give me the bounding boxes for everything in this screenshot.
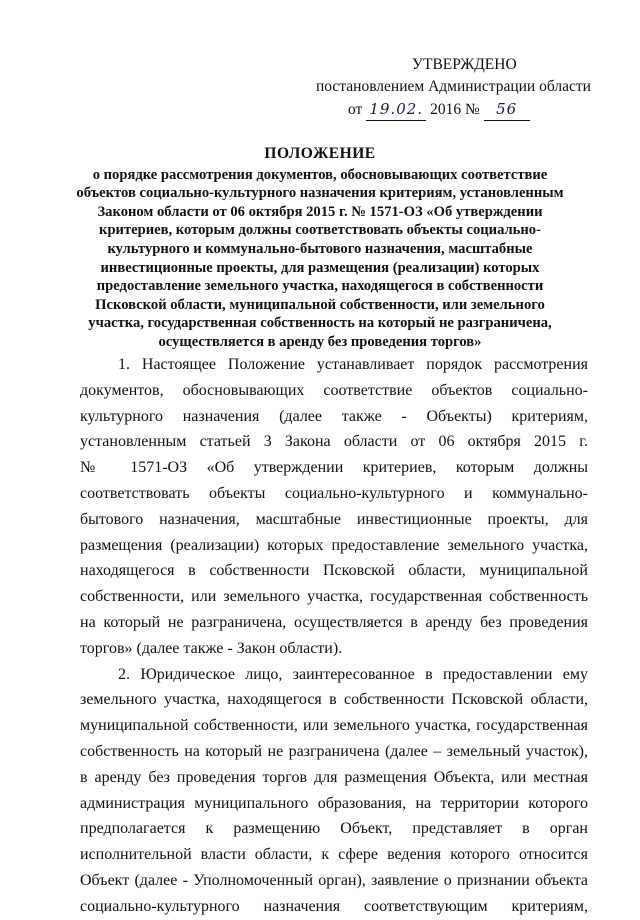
title-line: Законом области от 06 октября 2015 г. № 1571-ОЗ «Об утверждении xyxy=(97,203,543,220)
title-line: критериев, которым должны соответствовать объекты социально- xyxy=(99,222,541,239)
paragraph-line: 1. Настоящее Положение устанавливает порядок рассмотрения xyxy=(118,356,588,373)
paragraph-line: Объект (далее - Уполномоченный орган), заявление о признании объекта xyxy=(80,871,588,889)
paragraph-line: собственность на который не разграничена (далее – земельный участок), xyxy=(80,742,588,760)
year-number-label: 2016 № xyxy=(430,101,480,118)
title-line: инвестиционные проекты, для размещения (реализации) которых xyxy=(100,259,540,276)
paragraph-line: администрация муниципального образования, на территории которого xyxy=(80,794,588,812)
title-line: участка, государственная собственность на который не разграничена, xyxy=(88,315,552,332)
paragraph-line: в аренду без проведения торгов для размещения Объекта, или местная xyxy=(80,768,588,786)
paragraph-line: находящегося в собственности Псковской области, муниципальной xyxy=(80,562,588,580)
paragraph-1 xyxy=(80,352,588,662)
title-subtitle xyxy=(70,166,570,352)
title-line: объектов социально-культурного назначения критериям, установленным xyxy=(76,185,564,202)
paragraph-line: размещения (реализации) которых предоставление земельного участка, xyxy=(80,536,588,554)
title-line: Псковской области, муниципальной собственности, или земельного xyxy=(95,296,545,313)
paragraph-line: бытового назначения, масштабные инвестиционные проекты, для xyxy=(80,510,588,528)
paragraph-line: на который не разграничена, осуществляется в аренду без проведения xyxy=(80,613,588,631)
approval-date-line xyxy=(348,98,530,121)
paragraph-line: 2. Юридическое лицо, заинтересованное в предоставлении ему xyxy=(118,665,588,683)
paragraph-2 xyxy=(80,662,588,920)
title-line: осуществляется в аренду без проведения торгов» xyxy=(158,333,482,350)
approved-by-line: постановлением Администрации области xyxy=(316,78,591,95)
paragraph-line: собственности, или земельного участка, государственная собственность xyxy=(80,588,588,606)
paragraph-line: № 1571-ОЗ «Об утверждении критериев, которым должны xyxy=(80,459,588,477)
title-heading: ПОЛОЖЕНИЕ xyxy=(264,145,376,162)
handwritten-date: 19.02. xyxy=(366,98,426,121)
handwritten-number: 56 xyxy=(484,98,530,121)
approved-label: УТВЕРЖДЕНО xyxy=(412,56,517,73)
document-body xyxy=(80,352,588,920)
document-title xyxy=(70,145,570,352)
paragraph-line: установленным статьей 3 Закона области от 06 октября 2015 г. xyxy=(80,433,588,451)
paragraph-line: культурного назначения (далее также - Объекты) критериям, xyxy=(80,407,588,425)
paragraph-line: земельного участка, находящегося в собственности Псковской области, xyxy=(80,691,588,709)
title-line: культурного и коммунально-бытового назначения, масштабные xyxy=(107,240,533,257)
paragraph-line: социально-культурного назначения соответствующим критериям, xyxy=(80,897,588,915)
date-prefix: от xyxy=(348,101,363,118)
paragraph-line: исполнительной власти области, к сфере ведения которого относится xyxy=(80,846,588,864)
paragraph-line: муниципальной собственности, или земельного участка, государственная xyxy=(80,717,588,735)
paragraph-line: предполагается к размещению Объект, представляет в орган xyxy=(80,820,588,838)
title-line: предоставление земельного участка, находящегося в собственности xyxy=(96,278,544,295)
title-line: о порядке рассмотрения документов, обосновывающих соответствие xyxy=(92,166,548,183)
paragraph-line: документов, обосновывающих соответствие объектов социально- xyxy=(80,381,588,399)
paragraph-line: торгов» (далее также - Закон области). xyxy=(80,639,343,657)
paragraph-line: соответствовать объекты социально-культурного и коммунально- xyxy=(80,484,588,502)
